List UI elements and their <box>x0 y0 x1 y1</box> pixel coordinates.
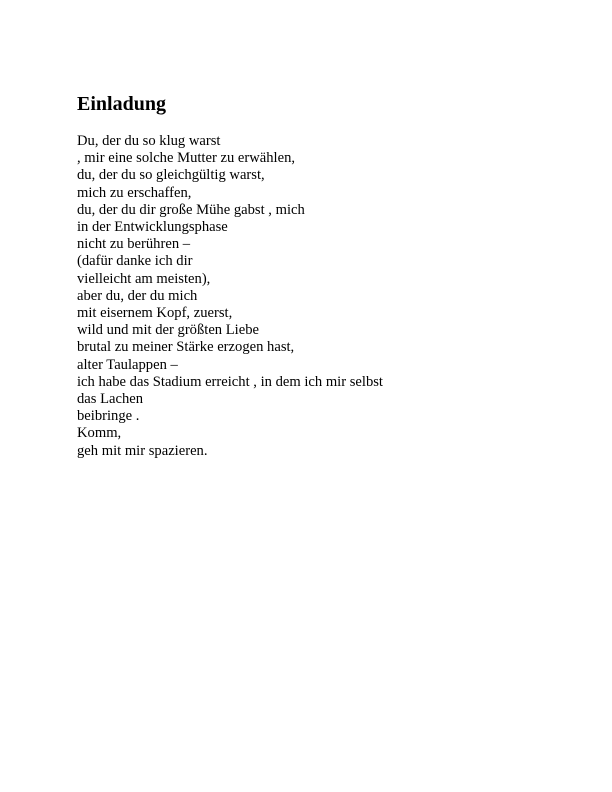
poem-line: mit eisernem Kopf, zuerst, <box>77 305 233 322</box>
poem-line: aber du, der du mich <box>77 287 198 304</box>
poem-line: vielleicht am meisten), <box>77 270 211 287</box>
poem-line: , mir eine solche Mutter zu erwählen, <box>77 150 296 167</box>
poem-line: wild und mit der größten Liebe <box>77 322 259 339</box>
poem-line: beibringe . <box>77 408 140 425</box>
poem-line: (dafür danke ich dir <box>77 253 193 270</box>
poem-line: das Lachen <box>77 391 144 408</box>
poem-line: Komm, <box>77 425 122 442</box>
poem-line: du, der du dir große Mühe gabst , mich <box>77 201 305 218</box>
poem-line: geh mit mir spazieren. <box>77 442 208 459</box>
poem-line: alter Taulappen – <box>77 356 178 373</box>
poem-line: mich zu erschaffen, <box>77 184 192 201</box>
poem-line: du, der du so gleichgültig warst, <box>77 167 265 184</box>
poem-line: in der Entwicklungsphase <box>77 219 228 236</box>
poem-line: brutal zu meiner Stärke erzogen hast, <box>77 339 295 356</box>
poem-line: ich habe das Stadium erreicht , in dem ich mir selbst <box>77 373 383 390</box>
poem-title: Einladung <box>77 93 166 115</box>
poem-body <box>77 133 383 460</box>
poem-line: nicht zu berühren – <box>77 236 191 253</box>
poem-line: Du, der du so klug warst <box>77 133 221 149</box>
